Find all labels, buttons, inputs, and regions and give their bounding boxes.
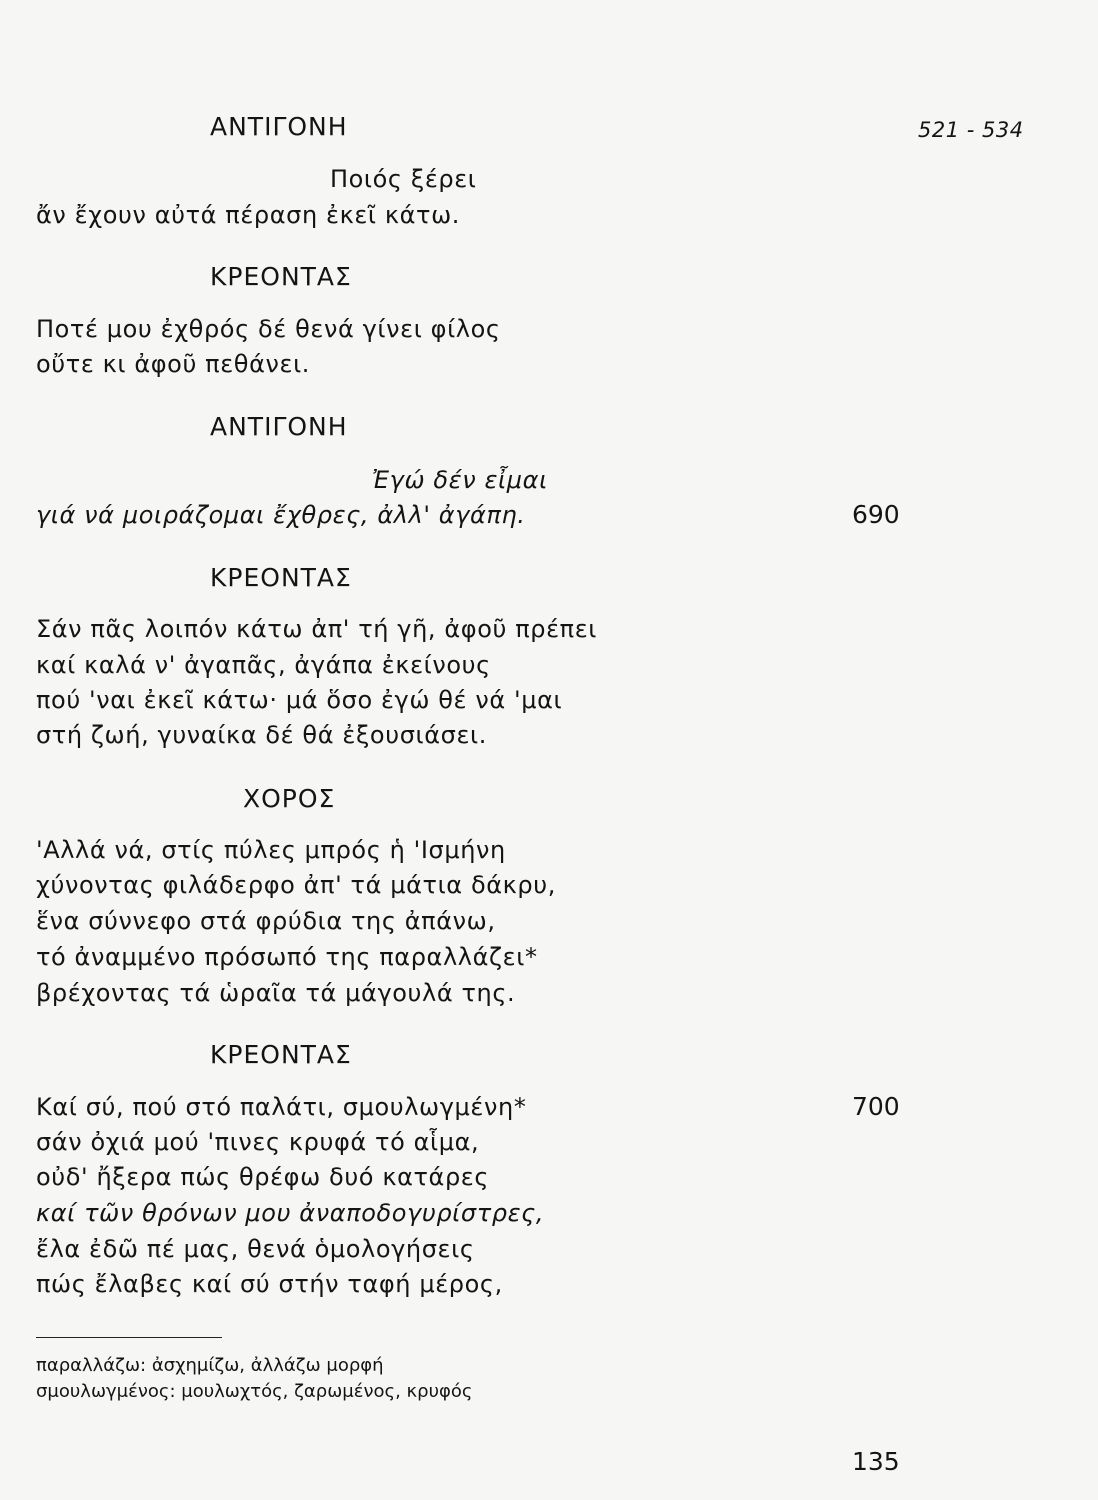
verse-line: καί καλά ν' ἀγαπᾶς, ἀγάπα ἐκείνους [36,651,491,679]
verse-line: καί τῶν θρόνων μου ἀναποδογυρίστρες, [36,1199,545,1227]
speaker-kreon: ΚΡΕΟΝΤΑΣ [210,262,352,291]
verse-line: οὐδ' ἤξερα πώς θρέφω δυό κατάρες [36,1163,490,1191]
verse-line: ἄν ἔχουν αὐτά πέραση ἐκεῖ κάτω. [36,201,461,229]
footnote: σμουλωγμένος: μουλωχτός, ζαρωμένος, κρυφός [36,1381,473,1402]
speaker-kreon: ΚΡΕΟΝΤΑΣ [210,1040,352,1069]
speaker-chorus: ΧΟΡΟΣ [243,784,336,813]
verse-line: πού 'ναι ἐκεῖ κάτω· μά ὅσο ἐγώ θέ νά 'μαι [36,686,563,714]
verse-line: Ἐγώ δέν εἶμαι [372,466,548,494]
line-number: 690 [852,500,900,529]
verse-line: ἔλα ἐδῶ πέ μας, θενά ὁμολογήσεις [36,1235,475,1263]
footnote: παραλλάζω: ἀσχημίζω, ἀλλάζω μορφή [36,1355,384,1376]
verse-line: Σάν πᾶς λοιπόν κάτω ἀπ' τή γῆ, ἀφοῦ πρέπει [36,615,598,643]
verse-line: πώς ἔλαβες καί σύ στήν ταφή μέρος, [36,1270,503,1298]
verse-line: βρέχοντας τά ὡραῖα τά μάγουλά της. [36,979,516,1007]
verse-line: Καί σύ, πού στό παλάτι, σμουλωγμένη* [36,1093,527,1121]
footnote-rule [36,1337,222,1338]
line-number: 700 [852,1092,900,1121]
page-number: 135 [852,1447,900,1476]
verse-line: 'Αλλά νά, στίς πύλες μπρός ἡ 'Ισμήνη [36,836,506,864]
verse-line: ἕνα σύννεφο στά φρύδια της ἀπάνω, [36,907,496,935]
verse-line: τό ἀναμμένο πρόσωπό της παραλλάζει* [36,943,538,971]
verse-line: στή ζωή, γυναίκα δέ θά ἐξουσιάσει. [36,721,487,749]
verse-line: χύνοντας φιλάδερφο ἀπ' τά μάτια δάκρυ, [36,871,556,899]
verse-line: Ποιός ξέρει [330,165,477,193]
speaker-antigone: ΑΝΤΙΓΟΝΗ [210,112,348,141]
verse-line: γιά νά μοιράζομαι ἔχθρες, ἀλλ' ἀγάπη. [36,501,526,529]
verse-line: οὔτε κι ἀφοῦ πεθάνει. [36,350,311,378]
line-range-header: 521 - 534 [918,118,1024,142]
verse-line: Ποτέ μου ἐχθρός δέ θενά γίνει φίλος [36,315,501,343]
speaker-antigone: ΑΝΤΙΓΟΝΗ [210,412,348,441]
verse-line: σάν ὀχιά μού 'πινες κρυφά τό αἷμα, [36,1128,480,1156]
speaker-kreon: ΚΡΕΟΝΤΑΣ [210,563,352,592]
